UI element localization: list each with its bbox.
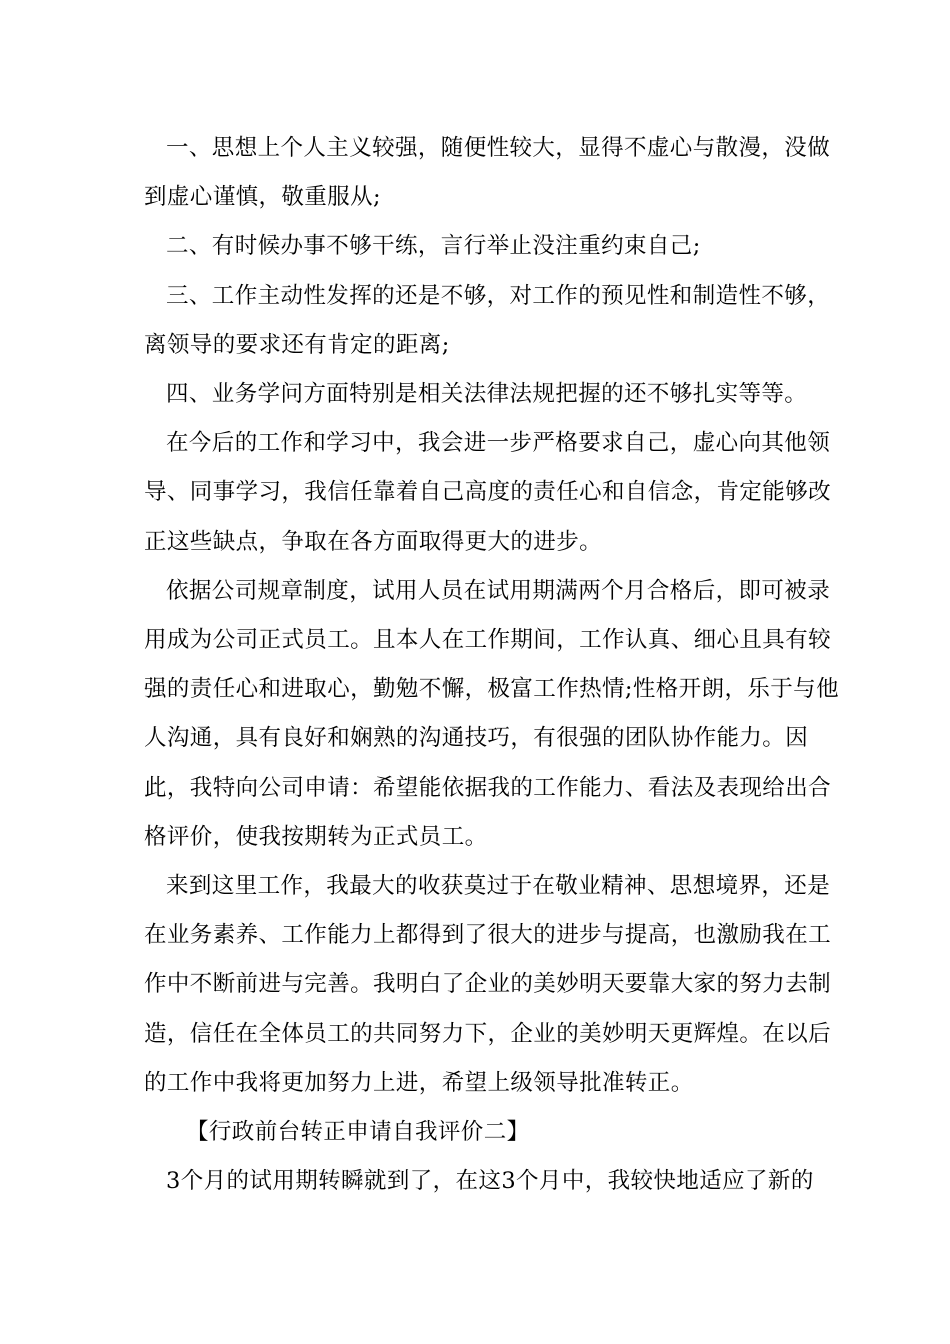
section-heading: 【行政前台转正申请自我评价二】	[186, 1119, 530, 1146]
paragraph-section-two-intro: 3个月的试用期转瞬就到了，在这3个月中，我较快地适应了新的	[166, 1168, 814, 1195]
paragraph-shortcoming-3: 三、工作主动性发挥的还是不够，对工作的预见性和制造性不够，离领导的要求还有肯定的距离;	[144, 282, 831, 358]
document-body	[144, 124, 844, 1206]
paragraph-application: 依据公司规章制度，试用人员在试用期满两个月合格后，即可被录用成为公司正式员工。且本人在工作期间，工作认真、细心且具有较强的责任心和进取心，勤勉不懈，极富工作热情;性格开朗，乐于与他人沟通，具有良好和娴熟的沟通技巧，有很强的团队协作能力。因此，我特向公司申请：希望能依据我的工作能力、看法及表现给出合格评价，使我按期转为正式员工。	[144, 577, 839, 850]
paragraph-future-plan: 在今后的工作和学习中，我会进一步严格要求自己，虚心向其他领导、同事学习，我信任靠着自己高度的责任心和自信念，肯定能够改正这些缺点，争取在各方面取得更大的进步。	[144, 430, 832, 555]
paragraph-gains: 来到这里工作，我最大的收获莫过于在敬业精神、思想境界，还是在业务素养、工作能力上都得到了很大的进步与提高，也激励我在工作中不断前进与完善。我明白了企业的美妙明天要靠大家的努力去制造，信任在全体员工的共同努力下，企业的美妙明天更辉煌。在以后的工作中我将更加努力上进，希望上级领导批准转正。	[144, 873, 832, 1096]
paragraph-shortcoming-2: 二、有时候办事不够干练，言行举止没注重约束自己;	[166, 233, 701, 260]
paragraph-shortcoming-1: 一、思想上个人主义较强，随便性较大，显得不虚心与散漫，没做到虚心谨慎，敬重服从;	[144, 135, 831, 211]
paragraph-shortcoming-4: 四、业务学问方面特别是相关法律法规把握的还不够扎实等等。	[166, 381, 808, 408]
